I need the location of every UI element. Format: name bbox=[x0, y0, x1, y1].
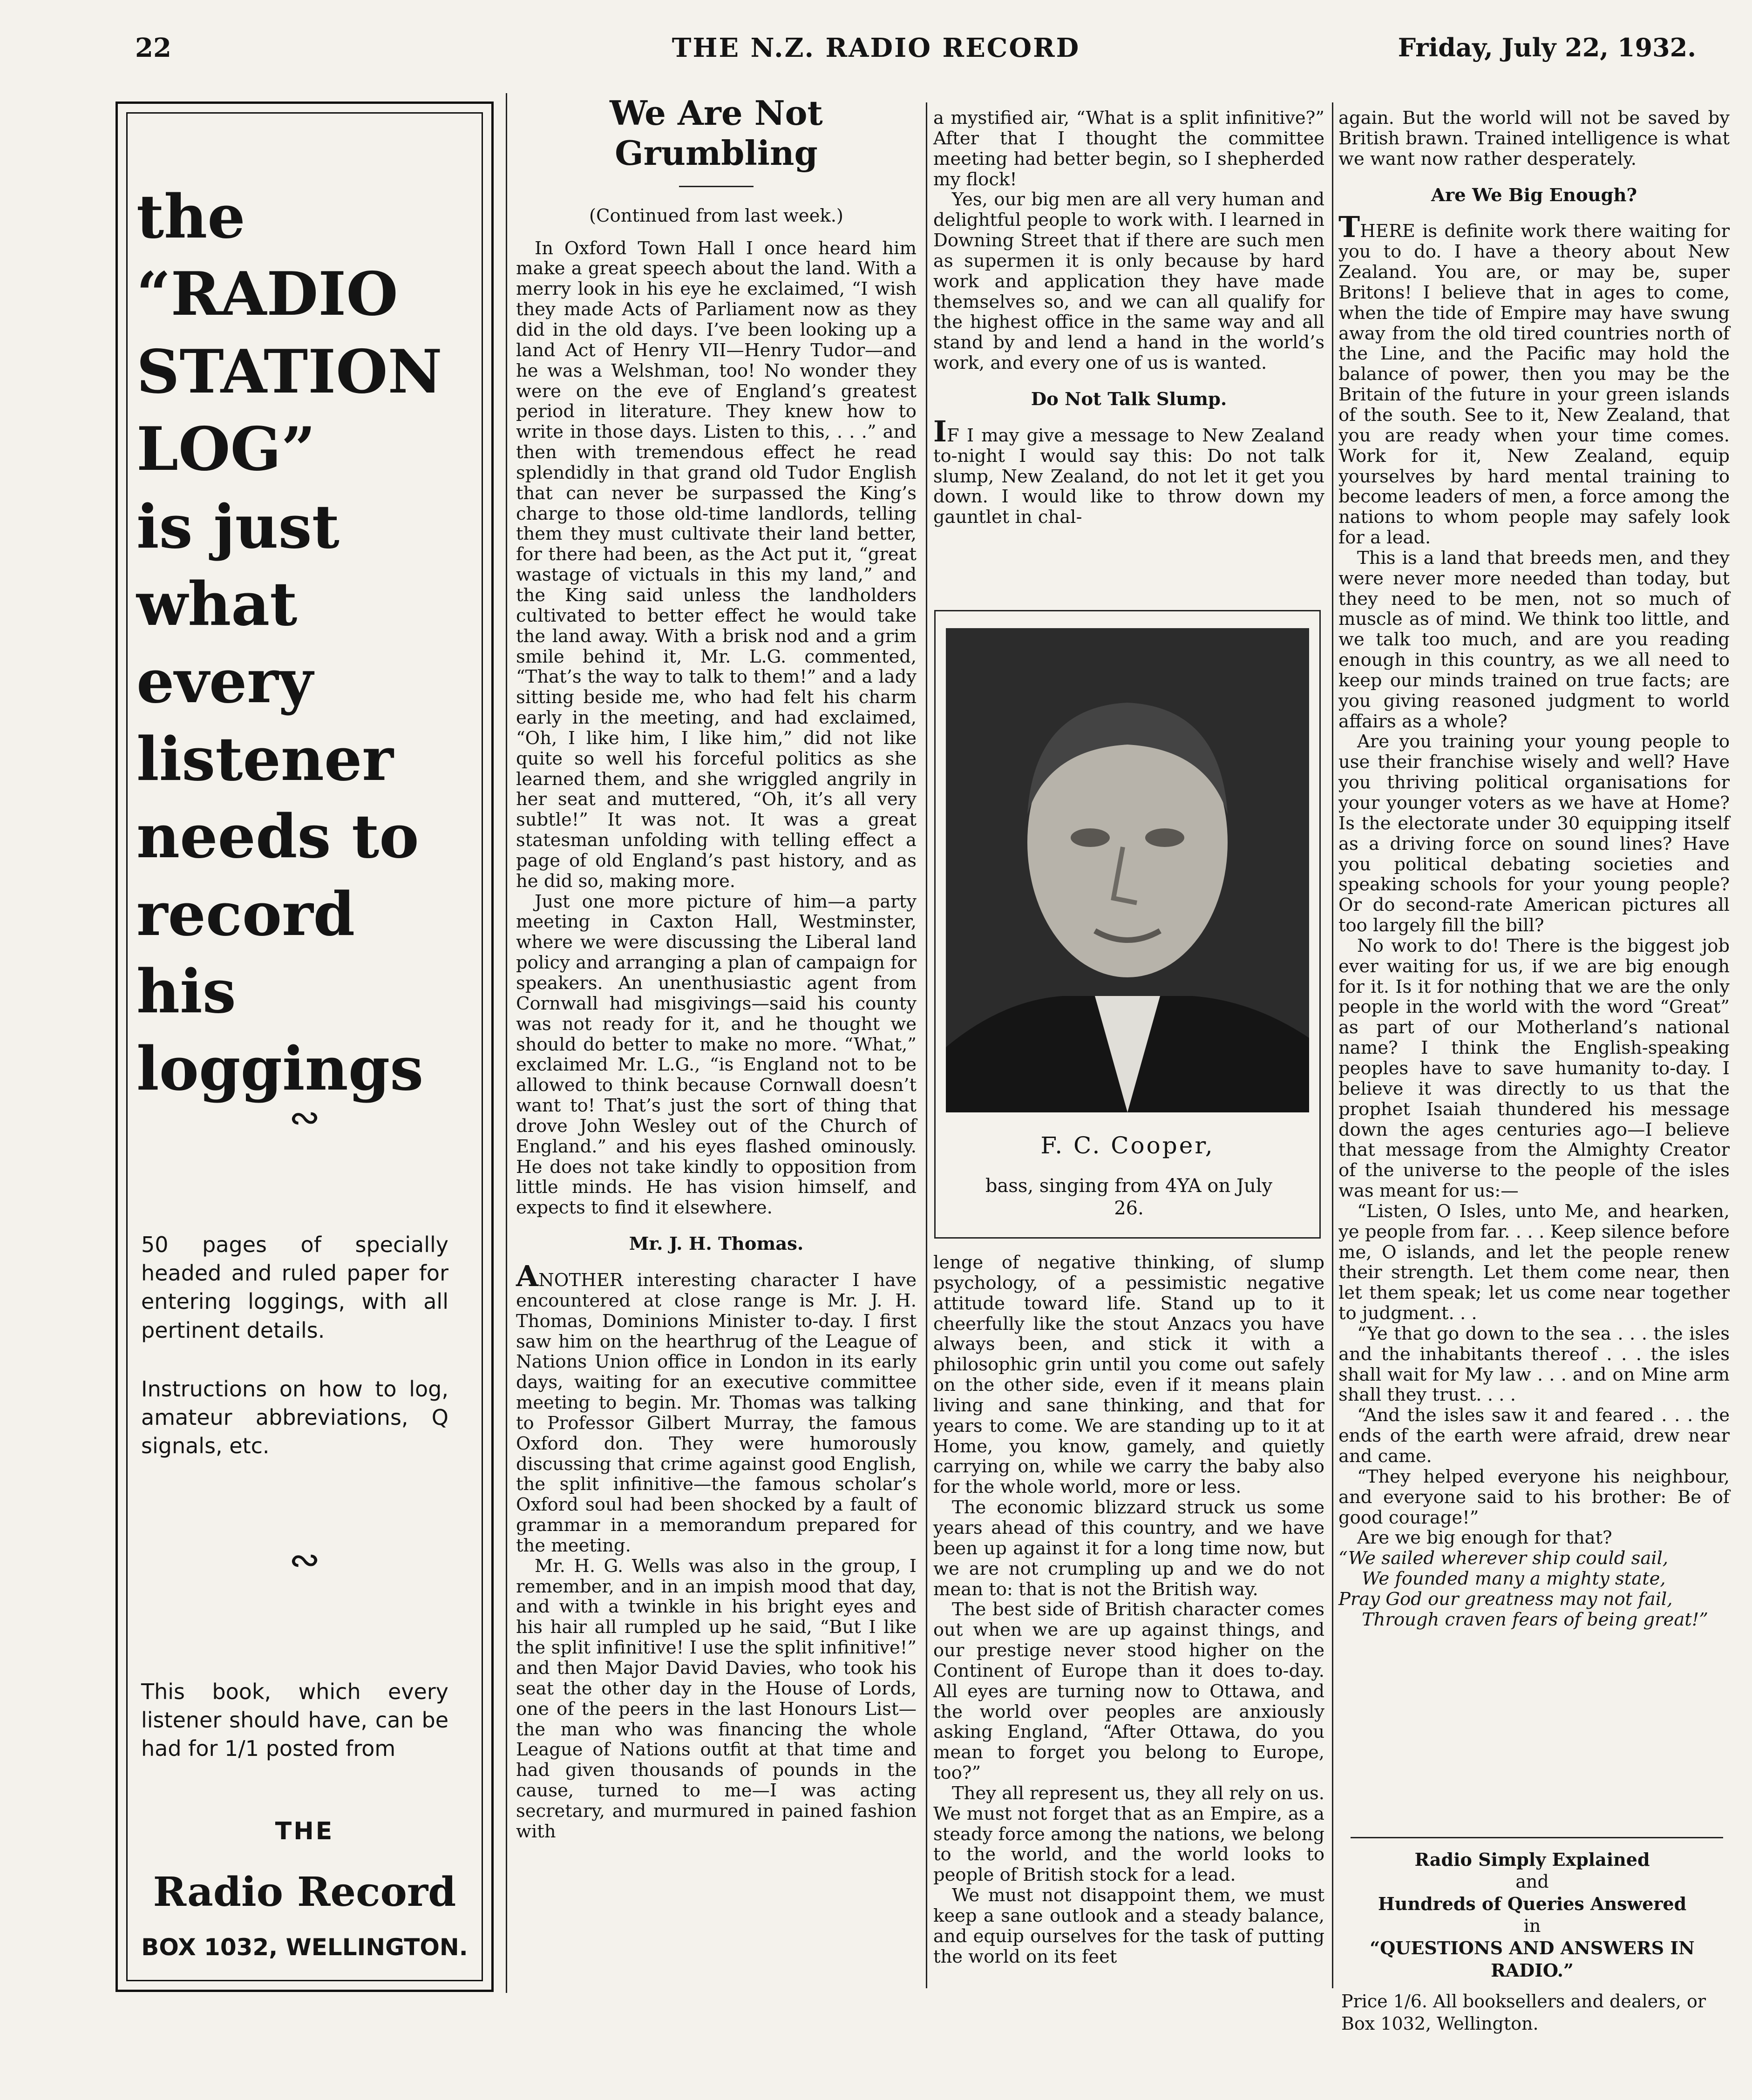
advert-headline bbox=[136, 178, 472, 1108]
paragraph: The economic blizzard struck us some years ahead of this country, and we have been up against it for a long time now, but we are not crumpling up and we do not mean to: that is not the British way. bbox=[933, 1497, 1324, 1600]
paragraph bbox=[516, 1259, 917, 1556]
masthead bbox=[0, 33, 1752, 88]
headline-line: record his bbox=[136, 879, 355, 1027]
drop-cap: T bbox=[1338, 210, 1360, 244]
advert-offer-text: This book, which every listener should have, can be had for 1/1 posted from bbox=[141, 1679, 448, 1761]
issue-date: Friday, July 22, 1932. bbox=[1398, 33, 1696, 62]
portrait-photo bbox=[946, 628, 1309, 1112]
paragraph: No work to do! There is the biggest job ever waiting for us, if we are big enough for it. Is it for nothing that we are the only people in the world with the word “Great” as part of our Motherland’s national name? I think the English-speaking peoples have to save humanity to-day. I believe it was directly to us that the prophet Isaiah thundered his message down the ages centuries ago—I believe that message from the Almighty Creator of the universe to the people of the isles was meant for us:— bbox=[1338, 935, 1730, 1202]
poem-line: “We sailed wherever ship could sail, bbox=[1338, 1548, 1669, 1569]
article-column-2-top bbox=[933, 108, 1324, 528]
headline-line: the bbox=[136, 182, 245, 252]
drop-cap: A bbox=[516, 1259, 539, 1293]
paragraph: This is a land that breeds men, and they were never more needed than today, but they need to be men, not so much of muscle as of mind. We think too little, and we talk too much, and are you reading enough in this country, as we all need to keep our minds trained on true facts; are you giving reasoned judgment to world affairs as a whole? bbox=[1338, 547, 1730, 732]
poem-line: Through craven fears of being great!” bbox=[1362, 1609, 1708, 1630]
paragraph bbox=[933, 414, 1324, 528]
photo-caption-name: F. C. Cooper, bbox=[1040, 1132, 1215, 1159]
paragraph: “Listen, O Isles, unto Me, and hearken, ye people from far. . . . Keep silence before me, O islands, and let the people renew their strength. Let them come near, then let them speak; let us come near together to judgment. . . bbox=[1338, 1200, 1730, 1324]
column-rule bbox=[926, 102, 927, 1988]
page-number: 22 bbox=[135, 33, 171, 63]
paragraph-text: F I may give a message to New Zealand to-night I would say this: Do not talk slump, New Zealand, do not let it get you down. I would like to throw down my gauntlet in chal- bbox=[933, 425, 1324, 528]
headline-line: loggings bbox=[136, 1034, 424, 1104]
advert-address: BOX 1032, WELLINGTON. bbox=[141, 1934, 468, 1961]
paragraph: Are you training your young people to use their franchise wisely and well? Have you thriving political organisations for your younger voters as we have at Home? Is the electorate under 30 equipping itself as a driving force on sound lines? Have you political debating societies and speaking schools for your young people? Or do second-rate American pictures all too largely fill the bill? bbox=[1338, 731, 1730, 936]
ornament-icon: ∾ bbox=[289, 1096, 320, 1139]
subheading-big-enough: Are We Big Enough? bbox=[1431, 184, 1637, 206]
paragraph: We must not disappoint them, we must keep a sane outlook and a steady balance, and equip ourselves for the task of putting the world on its feet bbox=[933, 1885, 1324, 1967]
photo-box bbox=[934, 610, 1321, 1239]
paragraph: In Oxford Town Hall I once heard him make a great speech about the land. With a merry look in his eye he exclaimed, “I wish they made Acts of Parliament now as they did in the old days. I’ve been looking up a land Act of Henry VII—Henry Tudor—and he was a Welshman, too! No wonder they were on the eve of England’s greatest period in literature. They knew how to write in those days. Listen to this, . . .” and then with tremendous effect he read splendidly in that grand old Tudor English that can never be surpassed the King’s charge to those old-time landlords, telling them they must cultivate their land better, for there had been, as the Act put it, “great wastage of victuals in this my land,” and the King said unless the landholders cultivated to better effect he would take the land away. With a brisk nod and a grim smile behind it, Mr. L.G. commented, “That’s the way to talk to them!” and a lady sitting beside me, who had felt his charm early in the meeting, and had exclaimed, “Oh, I like him, I like him,” did not like quite so well his forceful politics as she learned them, and she wriggled angrily in her seat and muttered, “Oh, it’s all very subtle!” It was not. It was a great statesman unfolding with telling effect a page of old England’s past history, and as he did so, making more. bbox=[516, 237, 917, 892]
paragraph bbox=[1338, 210, 1730, 549]
headline-line: LOG” bbox=[136, 414, 316, 485]
drop-cap: I bbox=[933, 414, 947, 448]
book-price: Price 1/6. All booksellers and dealers, or Box 1032, Wellington. bbox=[1341, 1991, 1706, 2034]
article-column-1 bbox=[516, 93, 917, 1842]
paragraph: “And the isles saw it and feared . . . the ends of the earth were afraid, drew near and came. bbox=[1338, 1405, 1730, 1467]
column-rule bbox=[1332, 102, 1333, 1988]
article-column-2-bottom bbox=[933, 1253, 1324, 1967]
headline-line: what bbox=[136, 569, 298, 639]
paragraph: Are we big enough for that? bbox=[1357, 1527, 1612, 1549]
paragraph: The best side of British character comes out when we are up against things, and our prestige never stood higher on the Continent of Europe than it does to-day. All eyes are turning now to Ottawa, and the world over peoples are anxiously asking England, “After Ottawa, do you mean to forget you belong to Europe, too?” bbox=[933, 1599, 1324, 1784]
continued-note: (Continued from last week.) bbox=[589, 205, 843, 226]
paragraph: lenge of negative thinking, of slump psychology, of a pessimistic negative attitude toward life. Stand up to it cheerfully like the stout Anzacs you have always been, and stick it with a philosophic grin until you come out safely on the other side, even if it means plain living and sane thinking, and that for years to come. We are standing up to it at Home, you know, gamely, and quietly carrying on, while we carry the baby also for the whole world, more or less. bbox=[933, 1252, 1324, 1498]
headline-line: is just bbox=[136, 492, 340, 562]
title-rule bbox=[679, 186, 754, 187]
book-line: in bbox=[1523, 1915, 1541, 1936]
paragraph-text: NOTHER interesting character I have encountered at close range is Mr. J. H. Thomas, Dominions Minister to-day. I first saw him on the hearthrug of the League of Nations Union office in London in its early days, waiting for an executive committee meeting to begin. Mr. Thomas was talking to Professor Gilbert Murray, the famous Oxford don. They were humorously discussing that crime against good English, the split infinitive—the famous scholar’s Oxford soul had been shocked by a fault of grammar in a memorandum prepared for the meeting. bbox=[516, 1269, 917, 1556]
book-title: “QUESTIONS AND ANSWERS IN RADIO.” bbox=[1370, 1937, 1695, 1981]
advert-pages-text: 50 pages of specially headed and ruled paper for entering loggings, with all pertinent details. bbox=[141, 1232, 448, 1343]
book-line: Hundreds of Queries Answered bbox=[1378, 1893, 1687, 1914]
newspaper-title: THE N.Z. RADIO RECORD bbox=[672, 33, 1080, 63]
headline-line: listener bbox=[136, 724, 394, 794]
column-rule bbox=[506, 93, 507, 1993]
headline-line: needs to bbox=[136, 802, 419, 872]
poem-line: We founded many a mighty state, bbox=[1362, 1568, 1666, 1590]
radio-station-log-advert bbox=[115, 102, 494, 1992]
paragraph: Just one more picture of him—a party meeting in Caxton Hall, Westminster, where we were discussing the Liberal land policy and arranging a plan of campaign for speakers. An unenthusiastic agent from Cornwall had misgivings—said his county was not ready for it, and he thought we should do better to make no more. “What,” exclaimed Mr. L.G., “is England not to be allowed to think because Cornwall doesn’t want to! That’s just the sort of thing that drove John Wesley out of the Church of England.” and his eyes flashed ominously. He does not take kindly to opposition from little minds. He has vision himself, and expects to find it elsewhere. bbox=[516, 891, 917, 1219]
paragraph: “Ye that go down to the sea . . . the isles and the inhabitants thereof . . . the isles shall wait for My law . . . and on Mine arm shall they trust. . . . bbox=[1338, 1323, 1730, 1406]
advert-instructions-text: Instructions on how to log, amateur abbreviations, Q signals, etc. bbox=[141, 1376, 448, 1459]
book-line: and bbox=[1515, 1871, 1549, 1892]
book-line: Radio Simply Explained bbox=[1414, 1849, 1650, 1870]
photo-caption-desc: bass, singing from 4YA on July 26. bbox=[985, 1175, 1273, 1219]
headline-line: every bbox=[136, 647, 313, 717]
headline-line: STATION bbox=[136, 337, 442, 407]
section-rule bbox=[1351, 1837, 1723, 1838]
ornament-icon: ∾ bbox=[289, 1538, 320, 1581]
advert-the: THE bbox=[275, 1817, 334, 1845]
poem-line: Pray God our greatness may not fail, bbox=[1338, 1588, 1673, 1610]
advert-brand: Radio Record bbox=[153, 1869, 456, 1916]
paragraph: “They helped everyone his neighbour, and everyone said to his brother: Be of good courage!” bbox=[1338, 1466, 1730, 1528]
portrait-silhouette bbox=[946, 628, 1309, 1112]
subheading-thomas: Mr. J. H. Thomas. bbox=[629, 1233, 804, 1255]
article-column-3 bbox=[1338, 108, 1730, 1630]
paragraph: Yes, our big men are all very human and delightful people to work with. I learned in Downing Street that if there are such men as supermen it is only because by hard work and application they have made themselves so, and we can all qualify for the highest office in the same way and all stand by and lend a hand in the world’s work, and every one of us is wanted. bbox=[933, 189, 1324, 374]
headline-line: “RADIO bbox=[136, 259, 398, 330]
paragraph: They all represent us, they all rely on us. We must not forget that as an Empire, as a steady force among the nations, we belong to the world, and the world looks to people of British stock for a lead. bbox=[933, 1782, 1324, 1886]
paragraph-text: HERE is definite work there waiting for you to do. I have a theory about New Zealand. You are, or may be, super Britons! I believe that in ages to come, when the tide of Empire may have swung away from the old tired countries north of the Line, and the Pacific may hold the balance of power, then you may be the Britain of the future in your green islands of the south. See to it, New Zealand, that you are ready when your time comes. Work for it, New Zealand, equip yourselves by hard mental training to become leaders of men, a force among the nations to whom people may safely look for a lead. bbox=[1338, 221, 1730, 549]
article-title: We Are Not Grumbling bbox=[610, 93, 823, 173]
subheading-slump: Do Not Talk Slump. bbox=[1031, 388, 1227, 410]
paragraph: a mystified air, “What is a split infinitive?” After that I thought the committee meeting had better begin, so I shepherded my flock! bbox=[933, 108, 1324, 190]
paragraph: again. But the world will not be saved by British brawn. Trained intelligence is what we want now rather desperately. bbox=[1338, 108, 1730, 169]
paragraph: Mr. H. G. Wells was also in the group, I remember, and in an impish mood that day, and with a twinkle in his bright eyes and his hair all rumpled up he said, “But I like the split infinitive! I use the split infinitive!” and then Major David Davies, who took his seat the other day in the House of Lords, one of the peers in the last Honours List—the man who was financing the whole League of Nations outfit at that time and had given thousands of pounds in the cause, turned to me—I was acting secretary, and murmured in pained fashion with bbox=[516, 1555, 917, 1842]
book-advert bbox=[1337, 1849, 1728, 2035]
